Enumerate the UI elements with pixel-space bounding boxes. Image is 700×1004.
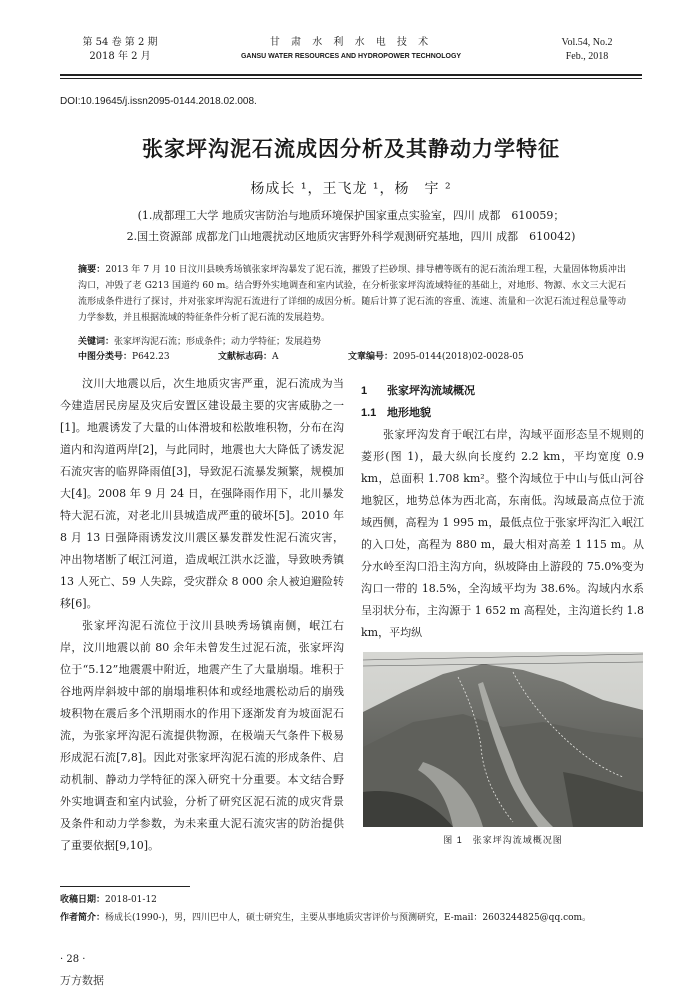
clc-field: [78, 350, 218, 364]
footnote-rule: [60, 886, 190, 887]
figure-1-caption: 图 1 张家坪沟流域概况图: [443, 835, 563, 845]
page-number: · 28 ·: [60, 954, 86, 965]
affiliation-2: 2.国土资源部 成都龙门山地震扰动区地质灾害野外科学观测研究基地，四川 成都 610042): [126, 230, 576, 243]
keywords-text: 张家坪沟泥石流；形成条件；动力学特征；发展趋势: [114, 337, 322, 347]
watershed-photo-illustration: [363, 652, 643, 827]
received-date: [60, 893, 650, 907]
section-1-1-paragraph: 张家坪沟发育于岷江右岸，沟域平面形态呈不规则的菱形(图 1)，最大纵向长度约 2.2 km，平均宽度 0.9 km，总面积 1.708 km²。整个沟域位于中山与低山河谷地貌区，地势总体为西北高，东南低。沟域最高点位于流域西侧，高程为 1 995 m，最低点位于张家坪沟汇入岷江的入口处，高程为 880 m，最大相对高差 1 115 m。从分水岭至沟口沿主沟方向，纵坡降由上游段的 75.0%变为沟口一带的 18.5%，全沟域平均为 38.6%。沟域内水系呈羽状分布，主沟源于 1 652 m 高程处，主沟道长约 1.8 km，平均纵: [361, 428, 644, 639]
articleno-label: 文章编号：: [348, 352, 394, 362]
intro-paragraph-2: 张家坪沟泥石流位于汶川县映秀场镇南侧，岷江右岸，汶川地震以前 80 余年未曾发生过泥石流，张家坪沟位于“5.12”地震震中附近，地震产生了大量崩塌。堆积于谷地两岸斜坡中部的崩塌堆积体和或经地震松动后的崩残坡积物在震后多个汛期雨水的作用下逐渐发育为坡面泥石流，为张家坪沟泥石流提供物源，在极端天气条件下极易形成泥石流[7,8]。因此对张家坪沟泥石流的形成条件、启动机制、静动力学特征的深入研究十分重要。本文结合野外实地调查和室内试验，分析了研究区泥石流的成灾背景及条件和动力学参数，为未来重大泥石流灾害的防治提供了重要依据[9,10]。: [60, 619, 344, 852]
watermark: 万方数据: [60, 975, 104, 987]
doccode-label: 文献标志码：: [218, 352, 273, 362]
section-1-number: 1: [361, 385, 368, 397]
received-label: 收稿日期：: [60, 895, 106, 905]
header-left: [60, 36, 180, 64]
articleno-value: 2095-0144(2018)02-0028-05: [393, 352, 524, 362]
abstract-label: 摘要：: [78, 265, 106, 275]
classification-line: [78, 350, 626, 364]
keywords-label: 关键词：: [78, 337, 115, 347]
journal-name-cn: 甘 肃 水 利 水 电 技 术: [269, 37, 433, 48]
header-center: [210, 36, 492, 64]
figure-1-photo: [363, 652, 643, 827]
section-1-1-number: 1.1: [361, 407, 377, 419]
section-1-title: 张家坪沟流域概况: [387, 385, 475, 397]
affiliation-1: (1.成都理工大学 地质灾害防治与地质环境保护国家重点实验室，四川 成都 610059；: [137, 209, 565, 222]
date-cn: 2018 年 2 月: [89, 51, 151, 62]
received-value: 2018-01-12: [105, 895, 157, 905]
right-column: [361, 380, 644, 644]
left-column: [60, 373, 344, 857]
journal-name-en: GANSU WATER RESOURCES AND HYDROPOWER TECHNOLOGY: [240, 53, 462, 60]
doccode-value: A: [272, 352, 279, 362]
section-1-heading: [361, 380, 644, 402]
author-bio-label: 作者简介：: [60, 913, 106, 923]
volume-cn: 第 54 卷 第 2 期: [82, 37, 158, 48]
section-1-1-heading: [361, 402, 644, 424]
abstract-text: 2013 年 7 月 10 日汶川县映秀场镇张家坪沟暴发了泥石流，摧毁了拦砂坝、排导槽等既有的泥石流治理工程，大量固体物质冲出沟口，冲毁了老 G213 国道约 60 m。结合野外实地调查和室内试验，在分析张家坪沟流域特征的基础上，对地形、物源、水文三大泥石流形成条件进行了探讨，并对张家坪沟泥石流进行了详细的成因分析。随后计算了泥石流的容重、流速、流量和一次泥石流过程总量等动力学参数，并且根据流域的特征条件分析了泥石流的发展趋势。: [78, 265, 626, 323]
abstract: [78, 262, 626, 326]
date-en: Feb., 2018: [565, 51, 609, 62]
doccode-field: [218, 350, 348, 364]
header-right: [532, 36, 642, 64]
header-rule-thin: [60, 78, 642, 79]
author-bio: [60, 911, 650, 925]
articleno-field: [348, 350, 524, 364]
doi: DOI:10.19645/j.issn2095-0144.2018.02.008.: [60, 96, 257, 107]
section-1-1-title: 地形地貌: [387, 407, 431, 419]
author-bio-text: 杨成长(1990-)，男，四川巴中人，硕士研究生，主要从事地质灾害评价与预测研究，E-mail：2603244825@qq.com。: [105, 913, 592, 923]
authors: 杨成长 ¹，王飞龙 ¹，杨 宇 ²: [250, 181, 452, 197]
clc-label: 中图分类号：: [78, 352, 133, 362]
header-rule-thick: [60, 74, 642, 76]
keywords: [78, 335, 626, 349]
intro-paragraph-1: 汶川大地震以后，次生地质灾害严重，泥石流成为当今建造居民房屋及灾后安置区建设最主要的灾害威胁之一[1]。地震诱发了大量的山体滑坡和松散堆积物，分布在沟道内和沟道两岸[2]，与此同时，地震也大大降低了诱发泥石流灾害的临界降雨值[3]，导致泥石流暴发频繁，规模加大[4]。2008 年 9 月 24 日，在强降雨作用下，北川暴发特大泥石流，对老北川县城造成严重的破坏[5]。2010 年 8 月 13 日强降雨诱发汶川震区暴发群发性泥石流灾害，冲出物堵断了岷江河道，造成岷江洪水泛滥，导致映秀镇 13 人死亡、59 人失踪，受灾群众 8 000 余人被迫避险转移[6]。: [60, 377, 344, 610]
paper-title: 张家坪沟泥石流成因分析及其静动力学特征: [142, 136, 560, 161]
clc-value: P642.23: [132, 352, 170, 362]
volume-en: Vol.54, No.2: [561, 37, 613, 48]
